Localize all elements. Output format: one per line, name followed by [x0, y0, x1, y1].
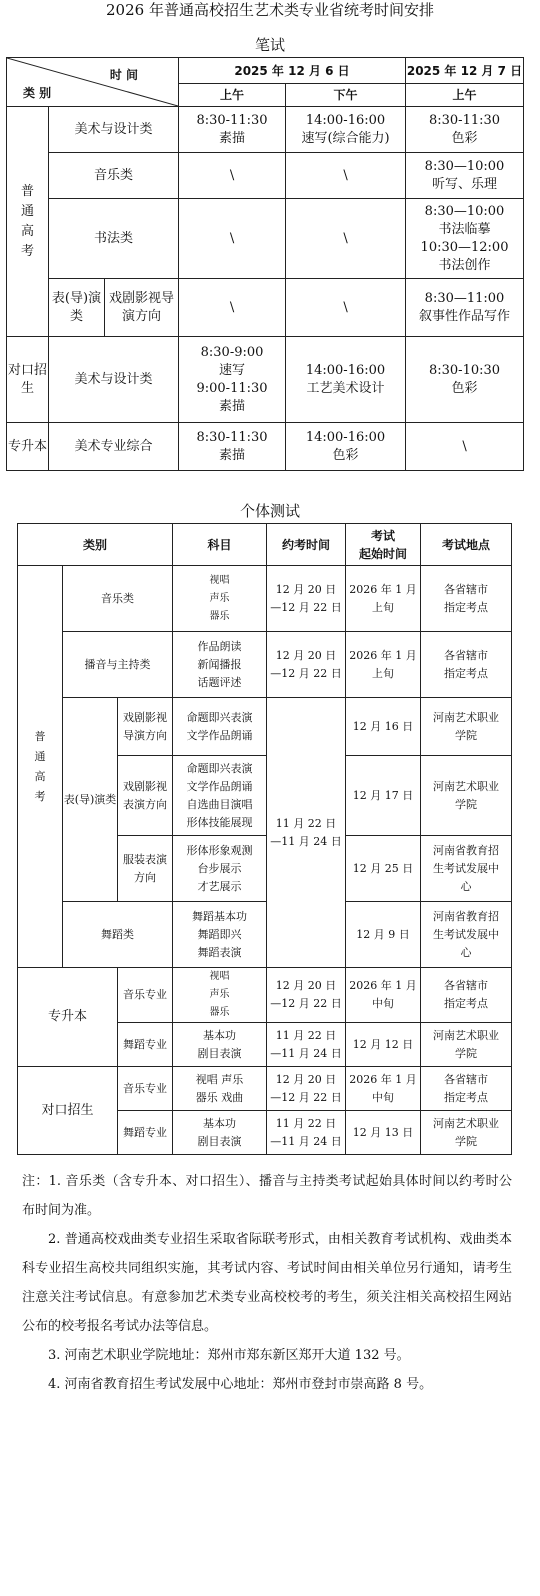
start-cell: 12 月 16 日: [346, 698, 421, 756]
schedule-cell: \: [179, 279, 286, 337]
subject-cell: 视唱 声乐 器乐: [173, 968, 267, 1023]
subcategory-cell: 戏剧影视导演方向: [105, 279, 179, 337]
note-2: 2. 普通高校戏曲类专业招生采取省际联考形式，由相关教育考试机构、戏曲类本科专业招生高校共同组织实施，其考试内容、考试时间由相关单位另行通知，请考生注意关注考试信息。有意参加艺术类专业高校校考的考生，须关注相关高校招生网站公布的校考报名考试办法等信息。: [22, 1232, 512, 1334]
category-cell: 音乐类: [49, 153, 179, 199]
schedule-cell: 8:30-10:30 色彩: [406, 337, 524, 423]
header-subject: 科目: [173, 524, 267, 566]
header-diagonal-cell: [7, 58, 179, 107]
start-cell: 2026 年 1 月 中旬: [346, 1067, 421, 1111]
subject-cell: 作品朗读 新闻播报 话题评述: [173, 632, 267, 698]
appointment-cell: 12 月 20 日 —12 月 22 日: [267, 1067, 346, 1111]
schedule-cell: 14:00-16:00 色彩: [286, 423, 406, 471]
location-cell: 各省辖市 指定考点: [421, 566, 512, 632]
am-header: 上午: [179, 84, 286, 107]
location-cell: 河南艺术职业 学院: [421, 1023, 512, 1067]
written-heading: 笔试: [254, 36, 285, 54]
schedule-cell: \: [179, 153, 286, 199]
header-time-label: 时 间: [109, 68, 139, 82]
subject-cell: 基本功 剧目表演: [173, 1111, 267, 1155]
note-4: 4. 河南省教育招生考试发展中心地址：郑州市登封市崇高路 8 号。: [48, 1377, 433, 1392]
schedule-cell: 8:30-9:00 速写 9:00-11:30 素描: [179, 337, 286, 423]
schedule-cell: 14:00-16:00 工艺美术设计: [286, 337, 406, 423]
start-cell: 2026 年 1 月 上旬: [346, 566, 421, 632]
header-category-label: 类 别: [23, 86, 52, 100]
subcategory-cell: 戏剧影视表演方向: [118, 756, 173, 836]
location-cell: 河南艺术职业 学院: [421, 698, 512, 756]
date1-header: 2025 年 12 月 6 日: [179, 58, 406, 84]
schedule-cell: 8:30-11:30 素描: [179, 107, 286, 153]
location-cell: 各省辖市 指定考点: [421, 632, 512, 698]
subject-cell: 视唱 声乐 器乐: [173, 566, 267, 632]
category-cell: 播音与主持类: [63, 632, 173, 698]
subject-cell: 视唱 声乐 器乐 戏曲: [173, 1067, 267, 1111]
subcategory-cell: 戏剧影视导演方向: [118, 698, 173, 756]
schedule-cell: 8:30-11:30 色彩: [406, 107, 524, 153]
location-cell: 河南艺术职业 学院: [421, 756, 512, 836]
header-category: 类别: [18, 524, 173, 566]
schedule-cell: 8:30-11:30 素描: [179, 423, 286, 471]
start-cell: 12 月 9 日: [346, 902, 421, 968]
start-cell: 2026 年 1 月 中旬: [346, 968, 421, 1023]
location-cell: 河南省教育招 生考试发展中 心: [421, 836, 512, 902]
location-cell: 各省辖市 指定考点: [421, 1067, 512, 1111]
note-1: 注：1. 音乐类（含专升本、对口招生）、播音与主持类考试起始具体时间以约考时公布时间为准。: [22, 1174, 512, 1218]
schedule-cell: 8:30—10:00 听写、乐理: [406, 153, 524, 199]
header-start: 考试 起始时间: [346, 524, 421, 566]
appointment-cell: 11 月 22 日 —11 月 24 日: [267, 1111, 346, 1155]
category-cell: 美术专业综合: [49, 423, 179, 471]
location-cell: 河南艺术职业 学院: [421, 1111, 512, 1155]
appointment-cell: 11 月 22 日 —11 月 24 日: [267, 698, 346, 968]
category-cell: 美术与设计类: [49, 337, 179, 423]
category-cell: 舞蹈类: [63, 902, 173, 968]
am2-header: 上午: [406, 84, 524, 107]
group-duikou: 对口招生: [7, 337, 49, 423]
header-appointment: 约考时间: [267, 524, 346, 566]
start-cell: 12 月 12 日: [346, 1023, 421, 1067]
appointment-cell: 12 月 20 日 —12 月 22 日: [267, 632, 346, 698]
subcategory-cell: 音乐专业: [118, 1067, 173, 1111]
start-cell: 12 月 13 日: [346, 1111, 421, 1155]
start-cell: 2026 年 1 月 上旬: [346, 632, 421, 698]
category-cell: 书法类: [49, 199, 179, 279]
start-cell: 12 月 17 日: [346, 756, 421, 836]
note-3: 3. 河南艺术职业学院地址：郑州市郑东新区郑开大道 132 号。: [48, 1348, 410, 1363]
appointment-cell: 12 月 20 日 —12 月 22 日: [267, 566, 346, 632]
schedule-cell: 14:00-16:00 速写(综合能力): [286, 107, 406, 153]
subject-cell: 形体形象观测 台步展示 才艺展示: [173, 836, 267, 902]
pm-header: 下午: [286, 84, 406, 107]
notes: [22, 1167, 512, 1399]
location-cell: 各省辖市 指定考点: [421, 968, 512, 1023]
group-zhuanshengben: 专升本: [18, 968, 118, 1067]
group-zhuanshengben: 专升本: [7, 423, 49, 471]
subject-cell: 命题即兴表演 文学作品朗诵 自选曲目演唱 形体技能展现: [173, 756, 267, 836]
schedule-cell: \: [286, 279, 406, 337]
group-putong: 普通高考: [18, 566, 63, 968]
location-cell: 河南省教育招 生考试发展中 心: [421, 902, 512, 968]
appointment-cell: 11 月 22 日 —11 月 24 日: [267, 1023, 346, 1067]
individual-heading: 个体测试: [239, 502, 300, 520]
category-cell: 表(导)演类: [63, 698, 118, 902]
subject-cell: 基本功 剧目表演: [173, 1023, 267, 1067]
header-location: 考试地点: [421, 524, 512, 566]
subject-cell: 命题即兴表演 文学作品朗诵: [173, 698, 267, 756]
individual-test-table: [17, 523, 512, 1155]
schedule-cell: \: [286, 153, 406, 199]
schedule-cell: \: [286, 199, 406, 279]
subject-cell: 舞蹈基本功 舞蹈即兴 舞蹈表演: [173, 902, 267, 968]
schedule-cell: 8:30—11:00 叙事性作品写作: [406, 279, 524, 337]
date2-header: 2025 年 12 月 7 日: [406, 58, 524, 84]
category-cell: 美术与设计类: [49, 107, 179, 153]
appointment-cell: 12 月 20 日 —12 月 22 日: [267, 968, 346, 1023]
schedule-cell: \: [179, 199, 286, 279]
category-cell: 音乐类: [63, 566, 173, 632]
subcategory-cell: 服装表演方向: [118, 836, 173, 902]
schedule-cell: \: [406, 423, 524, 471]
page-title: 2026 年普通高校招生艺术类专业省统考时间安排: [106, 1, 434, 19]
schedule-cell: 8:30—10:00 书法临摹 10:30—12:00 书法创作: [406, 199, 524, 279]
subcategory-cell: 舞蹈专业: [118, 1023, 173, 1067]
group-duikou: 对口招生: [18, 1067, 118, 1155]
subcategory-cell: 舞蹈专业: [118, 1111, 173, 1155]
group-putong: 普通高考: [7, 107, 49, 337]
subcategory-cell: 音乐专业: [118, 968, 173, 1023]
start-cell: 12 月 25 日: [346, 836, 421, 902]
written-exam-table: [6, 57, 524, 471]
category-cell: 表(导)演类: [49, 279, 105, 337]
